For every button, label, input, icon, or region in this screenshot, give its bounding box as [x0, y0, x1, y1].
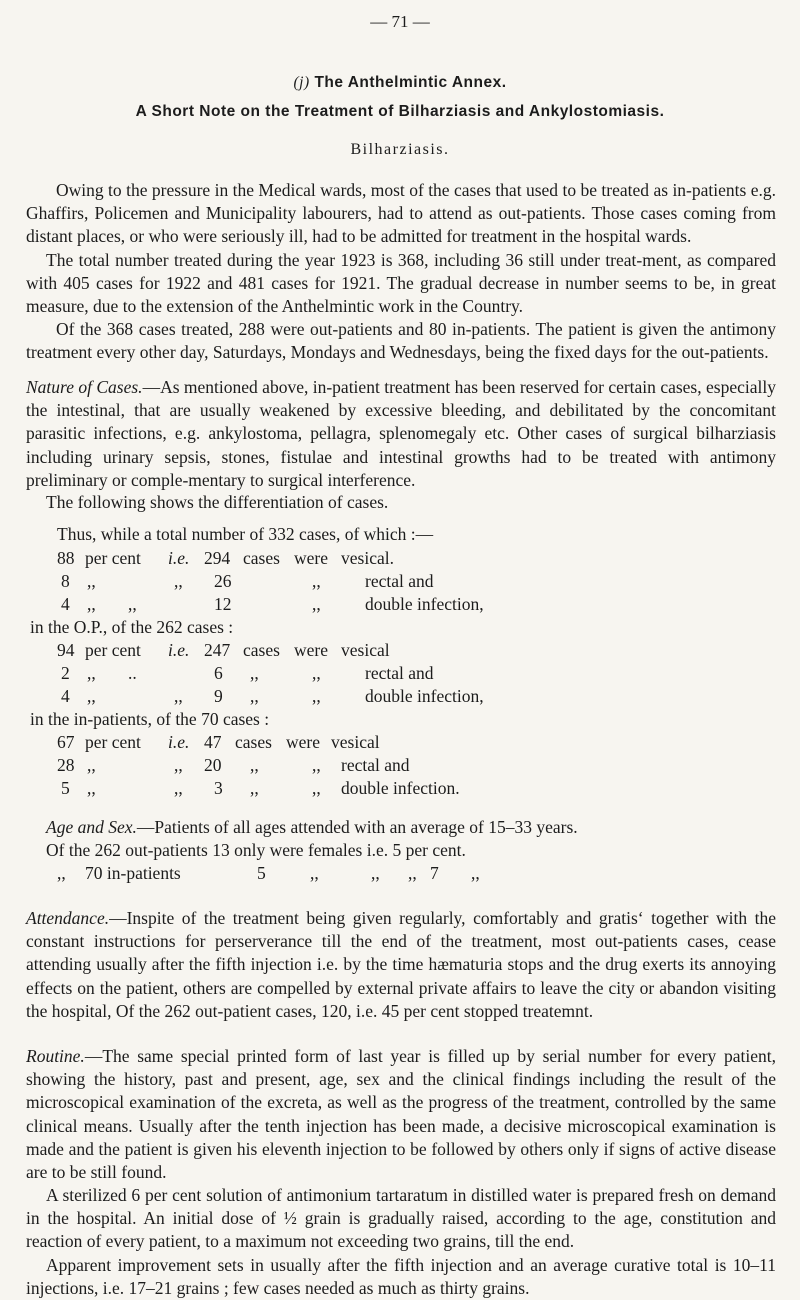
ie: .. [128, 663, 137, 683]
per-cent: per cent [85, 640, 141, 660]
paragraph-nature [26, 376, 776, 492]
ie: i.e. [168, 732, 190, 752]
count: 47 [204, 732, 222, 752]
per-cent: ,, [87, 663, 96, 683]
per-cent: ,, [87, 755, 96, 775]
cases: cases [243, 548, 280, 568]
annex-title-text: The Anthelmintic Annex. [314, 74, 507, 91]
were: ,, [312, 571, 321, 591]
per-cent: per cent [85, 548, 141, 568]
ditto: ,, [371, 863, 380, 883]
count: 9 [214, 686, 223, 706]
ditto: ,, [57, 863, 66, 883]
in-patients-label: 70 in-patients [85, 863, 181, 883]
paragraph-routine [26, 1045, 776, 1184]
age-text: —Patients of all ages attended with an average of 15–33 years. [136, 817, 578, 837]
pct: 4 [61, 594, 70, 614]
per-cent: ,, [87, 686, 96, 706]
count: 26 [214, 571, 232, 591]
ie: ,, [128, 594, 137, 614]
pct: 28 [57, 755, 75, 775]
pct: 94 [57, 640, 75, 660]
ditto: ,, [408, 863, 417, 883]
count: 12 [214, 594, 232, 614]
pct: 5 [61, 778, 70, 798]
ie: ,, [174, 686, 183, 706]
were: ,, [312, 778, 321, 798]
attendance-text: —Inspite of the treatment being given regularly, comfortably and gratis‘ together with the constant instructions for perserverance till the end of the treatment, most out-patients cases, cease attending usually after the fifth injection i.e. by the time hæmaturia stops and the drug exerts its annoying effects on the patient, others are compelled by external private affairs to leave the city or abandon visiting the hospital, Of the 262 out-patient cases, 120, i.e. 45 per cent stopped treatemnt. [26, 908, 776, 1021]
female-count: 5 [257, 863, 266, 883]
stats-op-intro: in the O.P., of the 262 cases : [30, 617, 234, 637]
cases: ,, [250, 778, 259, 798]
count: 247 [204, 640, 231, 660]
annex-label: (j) [293, 74, 310, 91]
age-heading: Age and Sex. [46, 817, 137, 837]
ie: ,, [174, 755, 183, 775]
pct: 4 [61, 686, 70, 706]
per-cent: ,, [87, 778, 96, 798]
pct: 88 [57, 548, 75, 568]
stats-ip-intro: in the in-patients, of the 70 cases : [30, 709, 270, 729]
annex-title [0, 74, 800, 92]
annex-subtitle: A Short Note on the Treatment of Bilharziasis and Ankylostomiasis. [135, 103, 665, 120]
kind: double infection, [365, 594, 484, 614]
paragraph-apparent: Apparent improvement sets in usually after the fifth injection and an average curative total is 10–11 injections, i.e. 17–21 grains ; few cases needed as much as thirty grains. [26, 1255, 776, 1299]
cases: cases [243, 640, 280, 660]
kind: vesical [341, 640, 390, 660]
were: ,, [312, 755, 321, 775]
attendance-heading: Attendance. [26, 908, 110, 928]
ie: ,, [174, 778, 183, 798]
routine-text: —The same special printed form of last year is filled up by serial number for every patient, showing the history, past and present, age, sex and the clinical findings including the result of the microscopical examination of the excreta, as well as the progress of the treatment, controlled by the same clinical means. Usually after the tenth injection has been made, a decisive microscopical examination is made and the patient is given his eleventh injection to be followed by others only if signs of active disease are to be still found. [26, 1046, 776, 1183]
paragraph-1: Owing to the pressure in the Medical wards, most of the cases that used to be treated as in-patients e.g. Ghaffirs, Policemen and Municipality labourers, had to attend as out-patients. Those cases coming from distant places, or who were seriously ill, had to be admitted for treatment in the hospital wards. [26, 180, 776, 247]
age-line-2: Of the 262 out-patients 13 only were females i.e. 5 per cent. [46, 840, 466, 860]
kind: double infection. [341, 778, 460, 798]
pct: 67 [57, 732, 75, 752]
were: ,, [312, 594, 321, 614]
were: were [286, 732, 321, 752]
paragraph-3: Of the 368 cases treated, 288 were out-patients and 80 in-patients. The patient is given the antimony treatment every other day, Saturdays, Mondays and Wednesdays, being the fixed days for the out-patients. [26, 319, 776, 363]
routine-heading: Routine. [26, 1046, 85, 1066]
count: 3 [214, 778, 223, 798]
page-number: — 71 — [370, 12, 430, 31]
were: ,, [312, 663, 321, 683]
per-cent: per cent [85, 732, 141, 752]
were: were [294, 548, 329, 568]
were: ,, [312, 686, 321, 706]
stats-intro: Thus, while a total number of 332 cases, of which :— [57, 524, 434, 544]
paragraph-attendance [26, 907, 776, 1023]
count: 6 [214, 663, 223, 683]
count: 294 [204, 548, 231, 568]
cases: ,, [250, 755, 259, 775]
age-sex-line [46, 817, 578, 838]
nature-text: —As mentioned above, in-patient treatment has been reserved for certain cases, especially the intestinal, that are usually weakened by excessive bleeding, and debilitated by the concomitant parasitic infections, e.g. ankylostoma, pellagra, splenomegaly etc. Other cases of surgical bilharziasis including urinary sepsis, stones, fistulae and intestinal growths had to be treated with antimony preliminary or comple-mentary to surgical interference. [26, 377, 776, 490]
kind: double infection, [365, 686, 484, 706]
kind: vesical [331, 732, 380, 752]
count: 20 [204, 755, 222, 775]
section-heading: Bilharziasis. [350, 141, 450, 158]
ie: i.e. [168, 548, 190, 568]
kind: vesical. [341, 548, 394, 568]
per-cent: ,, [87, 594, 96, 614]
were: were [294, 640, 329, 660]
ie: i.e. [168, 640, 190, 660]
per-cent: ,, [87, 571, 96, 591]
nature-heading: Nature of Cases. [26, 377, 143, 397]
female-pct: 7 [430, 863, 439, 883]
cases: cases [235, 732, 272, 752]
paragraph-following: The following shows the differentiation of cases. [46, 492, 389, 512]
cases: ,, [250, 686, 259, 706]
paragraph-2: The total number treated during the year 1923 is 368, including 36 still under treat-ment, as compared with 405 cases for 1922 and 481 cases for 1921. The gradual decrease in number seems to be, in great measure, due to the extension of the Anthelmintic work in the Country. [26, 250, 776, 317]
ie: ,, [174, 571, 183, 591]
kind: rectal and [365, 663, 434, 683]
kind: rectal and [341, 755, 410, 775]
cases: ,, [250, 663, 259, 683]
ditto: ,, [471, 863, 480, 883]
ditto: ,, [310, 863, 319, 883]
pct: 8 [61, 571, 70, 591]
paragraph-sterilized: A sterilized 6 per cent solution of antimonium tartaratum in distilled water is prepared fresh on demand in the hospital. An initial dose of ½ grain is gradually raised, according to the age, constitution and reaction of every patient, to a maximum not exceeding two grains, till the end. [26, 1185, 776, 1252]
pct: 2 [61, 663, 70, 683]
kind: rectal and [365, 571, 434, 591]
